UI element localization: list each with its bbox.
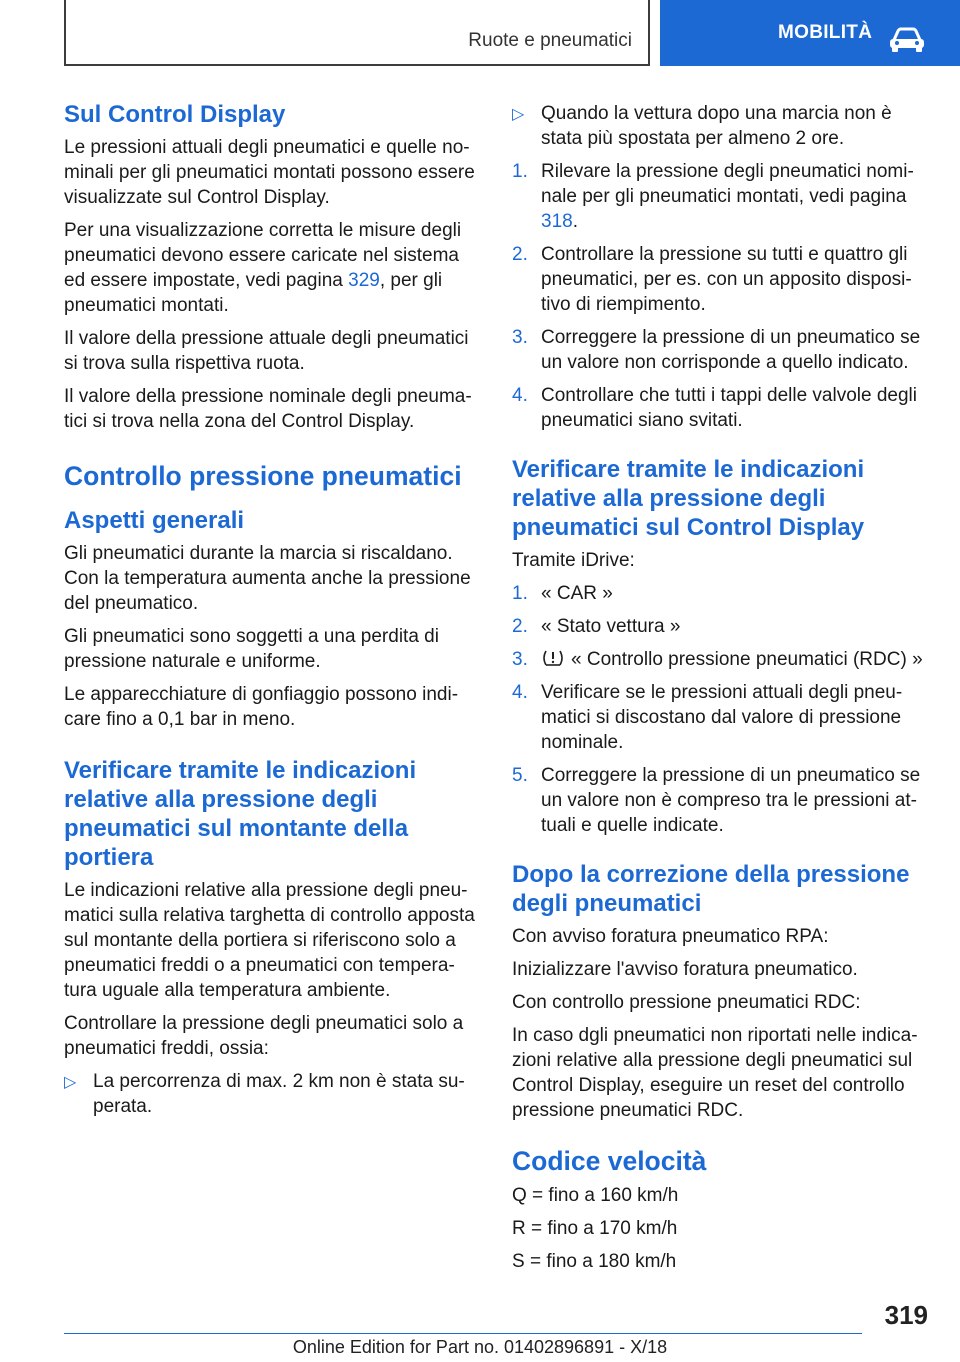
list-item: ▷ Quando la vettura dopo una marcia non è stata più spostata per almeno 2 ore. <box>512 103 892 149</box>
paragraph: Per una visualizzazione corretta le misure degli pneumatici devono essere caricate nel sistema ed essere impostate, vedi pagina 329, per gli pneumatici montati. <box>64 220 462 316</box>
tire-pressure-warning-icon <box>541 649 565 667</box>
idrive-steps <box>512 581 927 838</box>
page-number: 319 <box>884 1300 928 1330</box>
list-item: 1. « CAR » <box>512 583 613 604</box>
speed-code-q: Q = fino a 160 km/h <box>512 1185 679 1206</box>
section-title-tire-pressure-check: Controllo pressione pneumatici <box>64 461 462 491</box>
paragraph: Il valore della pressione attuale degli pneumatici si trova sulla rispettiva ruota. <box>64 328 469 374</box>
header-chapter-label: MOBILITÀ <box>778 22 873 43</box>
list-item: 3. « Controllo pressione pneumatici (RDC) » <box>512 649 923 670</box>
list-item: 2. Controllare la pressione su tutti e quattro gli pneumatici, per es. con un apposito dispositivo di riempimento. <box>512 244 912 315</box>
paragraph: Le indicazioni relative alla pressione degli pneumatici sulla relativa targhetta di controllo apposta sul montante della portiera si riferiscono solo a pneumatici freddi o a pneumatici con temperatura uguale alla temperatura ambiente. <box>64 880 475 1001</box>
header-section-title: Ruote e pneumatici <box>468 30 632 51</box>
section-title-door-pillar: Verificare tramite le indicazioni relative alla pressione degli pneumatici sul montante della portiera <box>64 757 417 871</box>
list-item: 4. Verificare se le pressioni attuali degli pneumatici si discostano dal valore di pressione nominale. <box>512 682 903 753</box>
footer-edition-text: Online Edition for Part no. 01402896891 - X/18 <box>292 1337 668 1357</box>
section-title-control-display: Sul Control Display <box>64 101 286 128</box>
page-ref-link[interactable]: 318 <box>541 211 573 232</box>
list-item: 2. « Stato vettura » <box>512 616 681 637</box>
triangle-bullet-icon: ▷ <box>64 1074 77 1091</box>
paragraph: Tramite iDrive: <box>512 550 635 571</box>
section-title-speed-code: Codice velocità <box>512 1146 707 1176</box>
speed-code-r: R = fino a 170 km/h <box>512 1218 678 1239</box>
numbered-steps <box>512 159 927 433</box>
car-icon <box>888 26 926 52</box>
paragraph: Le apparecchiature di gonfiaggio possono indicare fino a 0,1 bar in meno. <box>64 684 459 730</box>
section-title-after-correction: Dopo la correzione della pressione degli pneumatici <box>512 861 910 917</box>
list-item: 1. Rilevare la pressione degli pneumatici nominale per gli pneumatici montati, vedi pagina 318. <box>512 161 914 232</box>
speed-code-s: S = fino a 180 km/h <box>512 1251 677 1272</box>
list-item: 4. Controllare che tutti i tappi delle valvole degli pneumatici siano svitati. <box>512 385 917 431</box>
list-item: ▷ La percorrenza di max. 2 km non è stata superata. <box>64 1071 465 1117</box>
paragraph: Gli pneumatici durante la marcia si riscaldano. Con la temperatura aumenta anche la pressione del pneumatico. <box>64 543 471 614</box>
section-title-general: Aspetti generali <box>64 507 245 534</box>
section-title-control-display-check: Verificare tramite le indicazioni relative alla pressione degli pneumatici sul Control Display <box>512 456 865 541</box>
paragraph: Il valore della pressione nominale degli pneumatici si trova nella zona del Control Display. <box>64 386 472 432</box>
page-ref-link[interactable]: 329 <box>348 270 380 291</box>
header-section-box <box>64 0 650 66</box>
paragraph: Controllare la pressione degli pneumatici solo a pneumatici freddi, ossia: <box>64 1013 464 1059</box>
list-item: 3. Correggere la pressione di un pneumatico se un valore non corrisponde a quello indicato. <box>512 327 921 373</box>
right-column <box>512 101 927 1282</box>
list-item: 5. Correggere la pressione di un pneumatico se un valore non è compreso tra le pressioni attuali e quelle indicate. <box>512 765 921 836</box>
bullet-list <box>512 101 927 151</box>
paragraph: Con controllo pressione pneumatici RDC: <box>512 992 861 1013</box>
footer-divider <box>64 1333 862 1334</box>
header-chapter-tab[interactable] <box>660 0 960 66</box>
paragraph: Gli pneumatici sono soggetti a una perdita di pressione naturale e uniforme. <box>64 626 439 672</box>
paragraph: Inizializzare l'avviso foratura pneumatico. <box>512 959 858 980</box>
paragraph: Le pressioni attuali degli pneumatici e quelle nominali per gli pneumatici montati possono essere visualizzate sul Control Display. <box>64 137 475 208</box>
bullet-list <box>64 1069 479 1119</box>
triangle-bullet-icon: ▷ <box>512 106 525 123</box>
paragraph: In caso dgli pneumatici non riportati nelle indicazioni relative alla pressione degli pneumatici sul Control Display, eseguire un reset del controllo pressione pneumatici RDC. <box>512 1025 918 1121</box>
paragraph: Con avviso foratura pneumatico RPA: <box>512 926 829 947</box>
left-column <box>64 100 479 1127</box>
